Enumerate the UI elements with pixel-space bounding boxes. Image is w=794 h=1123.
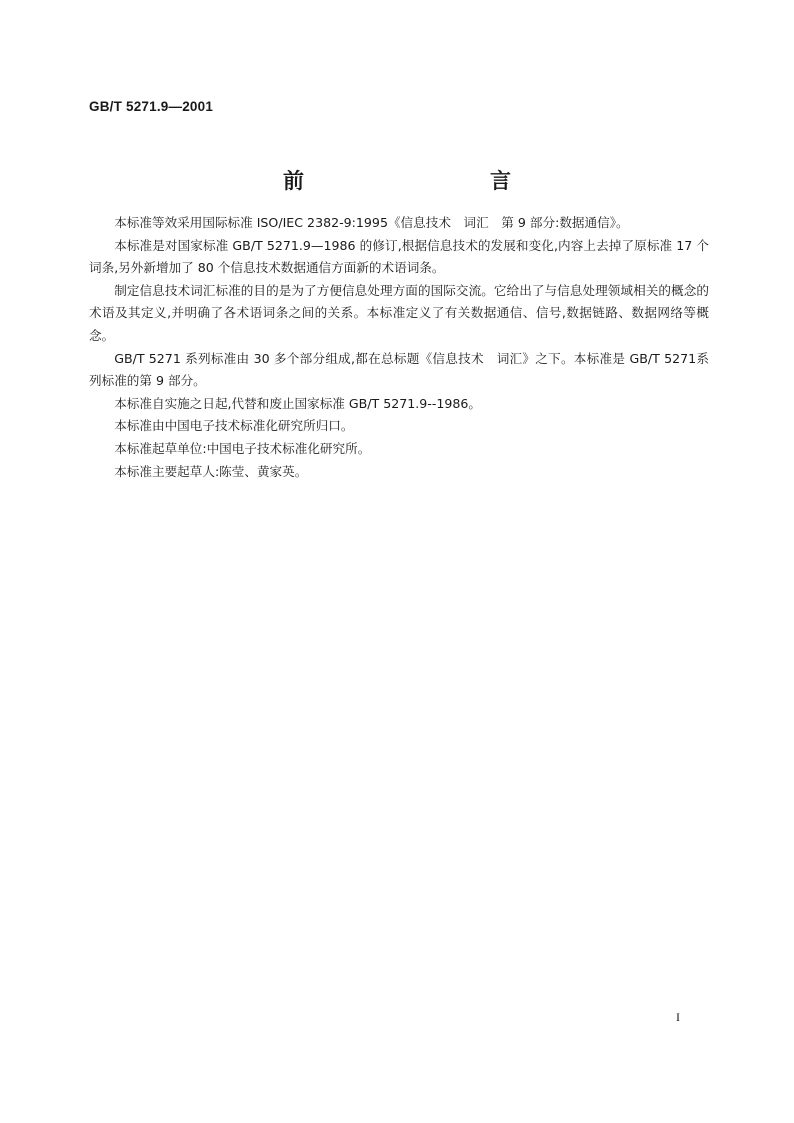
paragraph-drafting-unit: 本标准起草单位:中国电子技术标准化研究所。 (114, 440, 371, 456)
standard-code: GB/T 5271.9—2001 (89, 99, 214, 114)
page-title: 前 言 (283, 169, 559, 193)
paragraph-revision: 本标准是对国家标准 GB/T 5271.9—1986 的修订,根据信息技术的发展和变化,内容上去掉了原标准 17 个词条,另外新增加了 80 个信息技术数据通信方面新的术语词条。 (89, 237, 709, 276)
paragraph-drafters: 本标准主要起草人:陈莹、黄家英。 (114, 463, 308, 479)
page-number: I (676, 1010, 680, 1024)
paragraph-administration: 本标准由中国电子技术标准化研究所归口。 (114, 418, 354, 434)
paragraph-adoption: 本标准等效采用国际标准 ISO/IEC 2382-9:1995《信息技术 词汇 第 9 部分:数据通信》。 (114, 215, 629, 230)
foreword-body (89, 212, 709, 483)
paragraph-purpose: 制定信息技术词汇标准的目的是为了方便信息处理方面的国际交流。它给出了与信息处理领域相关的概念的术语及其定义,并明确了各术语词条之间的关系。本标准定义了有关数据通信、信号,数据链路、数据网络等概念。 (89, 282, 709, 343)
paragraph-series: GB/T 5271 系列标准由 30 多个部分组成,都在总标题《信息技术 词汇》之下。本标准是 GB/T 5271系列标准的第 9 部分。 (89, 350, 709, 389)
paragraph-replacement: 本标准自实施之日起,代替和废止国家标准 GB/T 5271.9--1986。 (114, 395, 482, 411)
